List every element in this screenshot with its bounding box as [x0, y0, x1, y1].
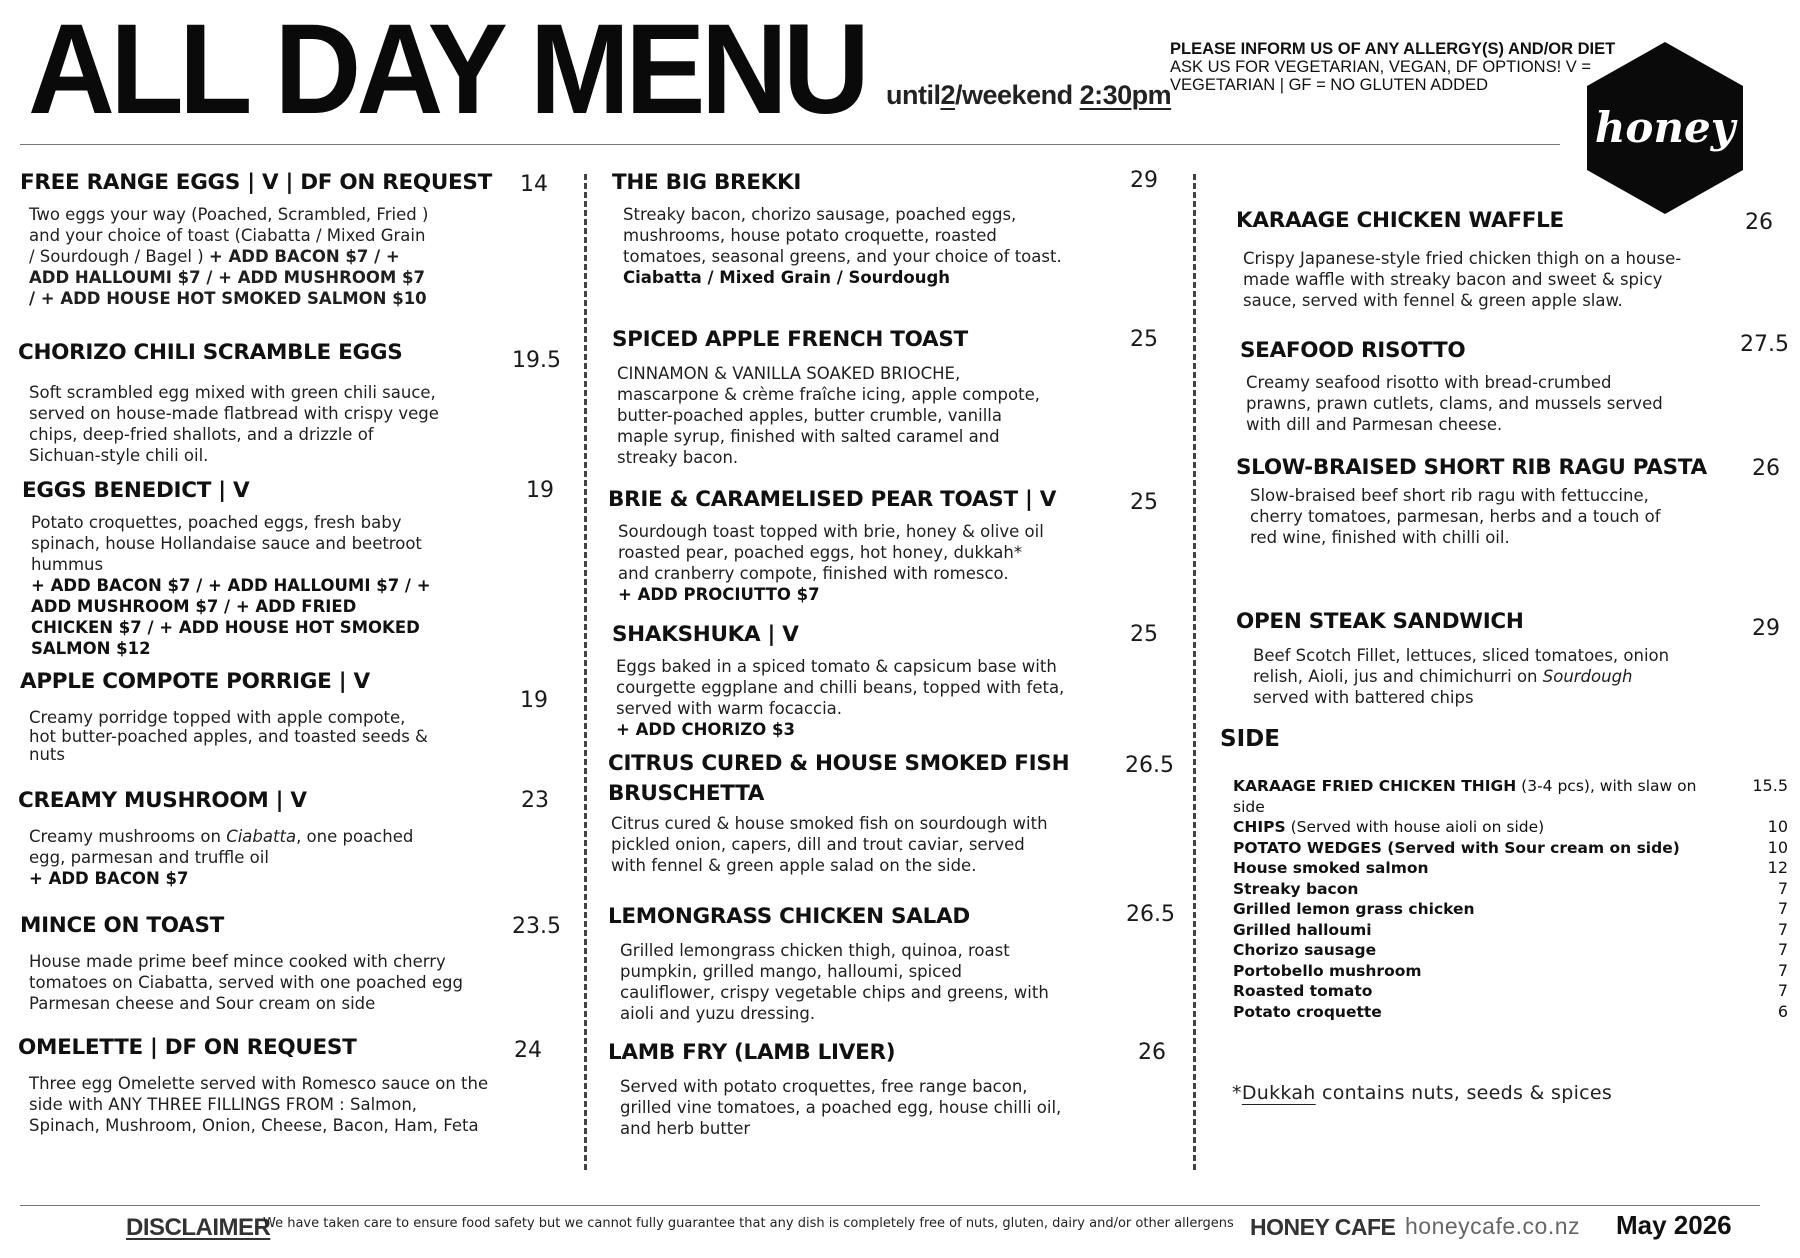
menu-item-seafood-risotto: [1240, 336, 1740, 435]
menu-item-french-toast: [612, 325, 1112, 468]
menu-item-mince-toast: [20, 911, 490, 1014]
item-description: Creamy seafood risotto with bread-crumbed prawns, prawn cutlets, clams, and mussels served with dill and Parmesan cheese.: [1246, 373, 1663, 434]
menu-item-steak-sandwich: [1236, 607, 1736, 708]
item-name: KARAAGE CHICKEN WAFFLE: [1236, 208, 1564, 233]
side-heading: SIDE: [1220, 726, 1280, 752]
item-desc-emphasis: Sourdough: [1542, 667, 1633, 686]
until-prefix: until: [886, 80, 941, 110]
menu-item-lemongrass-salad: [608, 902, 1108, 1024]
footer-divider: [20, 1205, 1760, 1206]
side-price: 10: [1767, 817, 1788, 836]
item-name: SEAFOOD RISOTTO: [1240, 338, 1466, 363]
weekday-end-time: 2: [940, 80, 956, 110]
item-description: Sourdough toast topped with brie, honey & olive oil roasted pear, poached eggs, hot honey, dukkah* and cranberry compote, finished with romesco.: [618, 522, 1044, 583]
item-price: 26: [1752, 456, 1780, 481]
item-price: 23.5: [512, 914, 561, 939]
item-name: LAMB FRY (LAMB LIVER): [608, 1040, 896, 1065]
item-description: Grilled lemongrass chicken thigh, quinoa, roast pumpkin, grilled mango, halloumi, spiced cauliflower, crispy vegetable chips and greens, with aioli and yuzu dressing.: [620, 941, 1049, 1023]
side-price: 6: [1777, 1001, 1788, 1021]
side-row: [1233, 1002, 1788, 1023]
item-addons: + ADD BACON $7: [29, 869, 189, 888]
side-name: Roasted tomato: [1233, 982, 1373, 1000]
menu-item-karaage-waffle: [1236, 206, 1736, 311]
item-price: 26: [1745, 210, 1773, 235]
side-name: POTATO WEDGES (Served with Sour cream on side): [1233, 838, 1680, 857]
side-price: 10: [1767, 837, 1788, 857]
side-name: Portobello mushroom: [1233, 961, 1422, 980]
item-price: 27.5: [1740, 332, 1789, 357]
side-row: [1233, 817, 1788, 838]
side-row: [1233, 858, 1788, 879]
menu-item-omelette: [18, 1033, 498, 1136]
item-name: LEMONGRASS CHICKEN SALAD: [608, 904, 970, 929]
disclaimer-text: We have taken care to ensure food safety but we cannot fully guarantee that any dish is completely free of nuts, gluten, dairy and/or other allergens: [263, 1216, 1234, 1231]
side-price: 7: [1777, 940, 1788, 959]
side-row: [1233, 920, 1788, 941]
item-desc-emphasis: Ciabatta: [226, 827, 297, 846]
side-row: [1233, 899, 1788, 920]
item-name: EGGS BENEDICT | V: [22, 478, 250, 503]
item-description: Served with potato croquettes, free range bacon, grilled vine tomatoes, a poached egg, house chilli oil, and herb butter: [620, 1077, 1062, 1138]
menu-item-creamy-mushroom: [18, 786, 488, 889]
side-price: 7: [1777, 919, 1788, 939]
item-price: 26.5: [1126, 902, 1175, 927]
menu-item-apple-porrige: [20, 667, 490, 765]
item-name: OMELETTE | DF ON REQUEST: [18, 1035, 357, 1060]
item-desc-text: Creamy mushrooms on: [29, 827, 227, 846]
item-description: [29, 204, 434, 309]
item-price: 19.5: [512, 348, 561, 373]
dukkah-footnote: [1232, 1082, 1612, 1104]
footnote-word: Dukkah: [1241, 1082, 1316, 1104]
menu-title: ALL DAY MENU: [28, 0, 866, 141]
item-name: APPLE COMPOTE PORRIGE | V: [20, 669, 370, 694]
menu-item-eggs-benedict: [22, 476, 492, 659]
header-divider: [20, 144, 1560, 145]
item-description: Streaky bacon, chorizo sausage, poached eggs, mushrooms, house potato croquette, roasted tomatoes, seasonal greens, and your choice of toast.: [623, 205, 1062, 266]
item-price: 24: [514, 1038, 542, 1063]
item-description: Potato croquettes, poached eggs, fresh baby spinach, house Hollandaise sauce and beetroot hummus: [31, 513, 422, 574]
item-desc-text: Beef Scotch Fillet, lettuces, sliced tomatoes, onion relish, Aioli, jus and chimichurri on: [1253, 646, 1670, 686]
item-name: FREE RANGE EGGS | V | DF ON REQUEST: [20, 170, 492, 195]
side-row: [1233, 940, 1788, 961]
side-price: 12: [1767, 858, 1788, 877]
item-price: 19: [520, 688, 548, 713]
item-price: 26: [1138, 1040, 1166, 1065]
footnote-star: *: [1232, 1082, 1242, 1104]
menu-item-citrus-fish: [608, 749, 1108, 876]
item-price: 23: [521, 788, 549, 813]
column-divider-2: [1193, 174, 1196, 1170]
item-description: CINNAMON & VANILLA SOAKED BRIOCHE, mascarpone & crème fraîche icing, apple compote, butter-poached apples, butter crumble, vanilla maple syrup, finished with salted caramel and streaky bacon.: [617, 364, 1040, 467]
item-desc-text: served with battered chips: [1253, 688, 1474, 707]
item-description: House made prime beef mince cooked with cherry tomatoes on Ciabatta, served with one poached egg Parmesan cheese and Sour cream on side: [29, 952, 463, 1013]
allergy-notice: [1170, 40, 1630, 94]
side-name: Chorizo sausage: [1233, 941, 1377, 959]
item-desc-text: Two eggs your way (Poached, Scrambled, Fried ) and your choice of toast (Ciabatta / Mixed Grain / Sourdough / Bagel ): [29, 205, 429, 266]
until-separator: /weekend: [955, 80, 1080, 110]
menu-item-chorizo-chili: [18, 338, 488, 466]
item-price: 19: [526, 478, 554, 503]
side-price: 7: [1777, 899, 1788, 918]
item-name: SPICED APPLE FRENCH TOAST: [612, 327, 968, 352]
menu-item-free-range-eggs: [20, 168, 490, 309]
item-name: OPEN STEAK SANDWICH: [1236, 609, 1524, 634]
side-row: [1233, 981, 1788, 1002]
item-name: CITRUS CURED & HOUSE SMOKED FISH BRUSCHETTA: [608, 751, 1070, 806]
logo-text: honey: [1594, 103, 1736, 152]
item-addons: + ADD BACON $7 / + ADD HALLOUMI $7 / + ADD MUSHROOM $7 / + ADD FRIED CHICKEN $7 / + ADD HOUSE HOT SMOKED SALMON $12: [31, 576, 431, 658]
menu-item-short-rib: [1236, 453, 1736, 548]
item-name: SLOW-BRAISED SHORT RIB RAGU PASTA: [1236, 455, 1707, 480]
item-name: BRIE & CARAMELISED PEAR TOAST | V: [608, 487, 1057, 512]
side-list: [1233, 776, 1788, 1022]
item-description: [29, 826, 434, 868]
menu-item-shakshuka: [612, 620, 1112, 740]
honey-logo: [1585, 40, 1745, 216]
column-divider-1: [584, 174, 587, 1170]
item-addons: + ADD BACON $7 / + ADD HALLOUMI $7 / + ADD MUSHROOM $7 / + ADD HOUSE HOT SMOKED SALMON $10: [29, 247, 427, 308]
side-name: Potato croquette: [1233, 1002, 1382, 1021]
item-name: CREAMY MUSHROOM | V: [18, 788, 307, 813]
side-price: 7: [1777, 878, 1788, 898]
item-price: 29: [1130, 168, 1158, 193]
side-name: House smoked salmon: [1233, 859, 1429, 877]
item-name: MINCE ON TOAST: [20, 913, 225, 938]
allergy-heading: PLEASE INFORM US OF ANY ALLERGY(S) AND/OR DIET: [1170, 40, 1616, 58]
item-description: Crispy Japanese-style fried chicken thigh on a house-made waffle with streaky bacon and sweet & spicy sauce, served with fennel & green apple slaw.: [1243, 249, 1682, 310]
item-name: THE BIG BREKKI: [612, 170, 802, 195]
allergy-text: ASK US FOR VEGETARIAN, VEGAN, DF OPTIONS! V = VEGETARIAN | GF = NO GLUTEN ADDED: [1170, 58, 1591, 94]
item-desc-text: , one poached egg, parmesan and truffle oil: [29, 827, 414, 867]
item-description: Citrus cured & house smoked fish on sourdough with pickled onion, capers, dill and trout caviar, served with fennel & green apple salad on the side.: [611, 814, 1048, 875]
side-row: [1233, 879, 1788, 900]
cafe-website: honeycafe.co.nz: [1405, 1213, 1581, 1239]
item-description: Creamy porridge topped with apple compote, hot butter-poached apples, and toasted seeds & nuts: [29, 708, 428, 764]
item-price: 26.5: [1125, 753, 1174, 778]
item-addons: Ciabatta / Mixed Grain / Sourdough: [623, 268, 951, 287]
item-description: Eggs baked in a spiced tomato & capsicum base with courgette eggplane and chilli beans, topped with feta, served with warm focaccia.: [616, 657, 1065, 718]
item-addons: + ADD PROCIUTTO $7: [618, 585, 820, 604]
item-description: Three egg Omelette served with Romesco sauce on the side with ANY THREE FILLINGS FROM : Salmon, Spinach, Mushroom, Onion, Cheese, Bacon, Ham, Feta: [29, 1074, 489, 1135]
side-row: [1233, 776, 1788, 817]
item-name: CHORIZO CHILI SCRAMBLE EGGS: [18, 340, 403, 365]
footnote-text: contains nuts, seeds & spices: [1315, 1082, 1613, 1104]
side-price: 7: [1777, 981, 1788, 1000]
cafe-name: HONEY CAFE: [1250, 1214, 1396, 1240]
menu-edition: May 2026: [1616, 1210, 1732, 1240]
side-row: [1233, 961, 1788, 982]
side-detail: (Served with house aioli on side): [1285, 818, 1545, 836]
menu-item-big-brekki: [612, 168, 1112, 288]
side-price: 7: [1777, 960, 1788, 980]
item-price: 25: [1130, 490, 1158, 515]
item-name: SHAKSHUKA | V: [612, 622, 799, 647]
item-price: 25: [1130, 327, 1158, 352]
item-price: 14: [520, 172, 548, 197]
service-hours: [886, 80, 1171, 111]
side-name: CHIPS: [1233, 818, 1286, 836]
side-name: KARAAGE FRIED CHICKEN THIGH: [1233, 777, 1517, 795]
menu-item-lamb-fry: [608, 1038, 1108, 1139]
hexagon-logo-icon: [1585, 40, 1745, 216]
item-description: [1253, 645, 1693, 708]
side-detail: (3-4 pcs), with slaw on side: [1233, 777, 1697, 816]
side-row: [1233, 838, 1788, 859]
item-price: 25: [1130, 622, 1158, 647]
item-description: Slow-braised beef short rib ragu with fettuccine, cherry tomatoes, parmesan, herbs and a touch of red wine, finished with chilli oil.: [1250, 486, 1661, 547]
menu-item-brie-pear: [608, 485, 1108, 605]
weekend-end-time: 2:30pm: [1079, 80, 1172, 110]
side-name: Streaky bacon: [1233, 879, 1359, 898]
side-name: Grilled halloumi: [1233, 920, 1372, 939]
disclaimer-label: DISCLAIMER: [126, 1214, 271, 1241]
item-price: 29: [1752, 616, 1780, 641]
item-addons: + ADD CHORIZO $3: [616, 720, 795, 739]
side-price: 15.5: [1752, 776, 1788, 795]
side-name: Grilled lemon grass chicken: [1233, 900, 1475, 918]
item-description: Soft scrambled egg mixed with green chili sauce, served on house-made flatbread with crispy vege chips, deep-fried shallots, and a drizzle of Sichuan-style chili oil.: [29, 383, 439, 465]
